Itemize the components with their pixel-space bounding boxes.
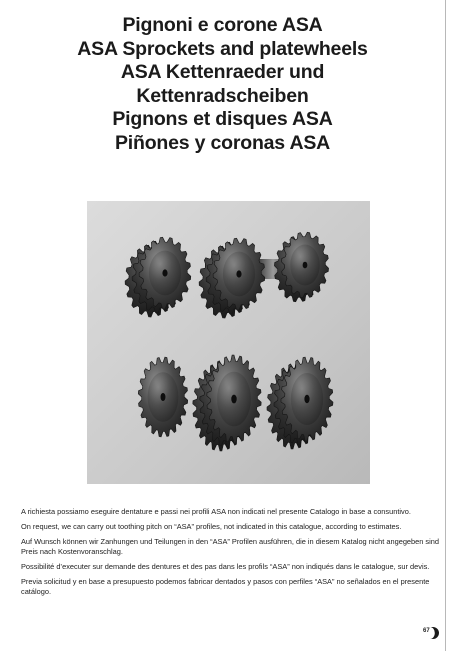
title-english: ASA Sprockets and platewheels (77, 37, 368, 60)
top-sprocket-3-bore (303, 262, 308, 269)
paragraph-english: On request, we can carry out toothing pitch on “ASA” profiles, not indicated in this catalogue, according to estimates. (21, 522, 402, 532)
page-number: 67 (423, 628, 430, 634)
paragraph-spanish: Previa solicitud y en base a presupuesto podemos fabricar dentados y pasos con perfiles “ASA” no señalados en el presente catálogo. (21, 577, 430, 596)
title-italian: Pignoni e corone ASA (122, 14, 323, 36)
paragraph-german: Auf Wunsch können wir Zanhungen und Teilungen in den “ASA” Profilen ausführen, die in diesem Katalog nicht angegeben sind Preis nach Kostenvoranschlag. (21, 537, 439, 556)
paragraph-italian: A richiesta possiamo eseguire dentature e passi nei profili ASA non indicati nel presente Catalogo in base a consuntivo. (21, 507, 411, 516)
paragraph-french: Possibilité d’executer sur demande des dentures et des pas dans les profils “ASA” non indiqués dans le catalogue, sur devis. (21, 562, 430, 572)
top-sprocket-2-bore (236, 270, 241, 277)
sprockets-photo (87, 201, 370, 484)
title-block (0, 14, 445, 155)
description-text (21, 507, 441, 602)
plate-sprocket-1-bore (161, 393, 166, 401)
title-german-line2: Kettenradscheiben (136, 84, 309, 107)
page-corner-mark-icon (430, 627, 439, 639)
page-edge-rule (445, 0, 446, 651)
title-spanish: Piñones y coronas ASA (114, 131, 331, 154)
plate-sprocket-3-bore (304, 395, 309, 403)
top-sprocket-1-bore (162, 269, 167, 276)
title-french: Pignons et disques ASA (112, 108, 333, 130)
plate-sprocket-2-bore (231, 395, 236, 404)
title-german-line1: ASA Kettenraeder und (120, 61, 325, 83)
